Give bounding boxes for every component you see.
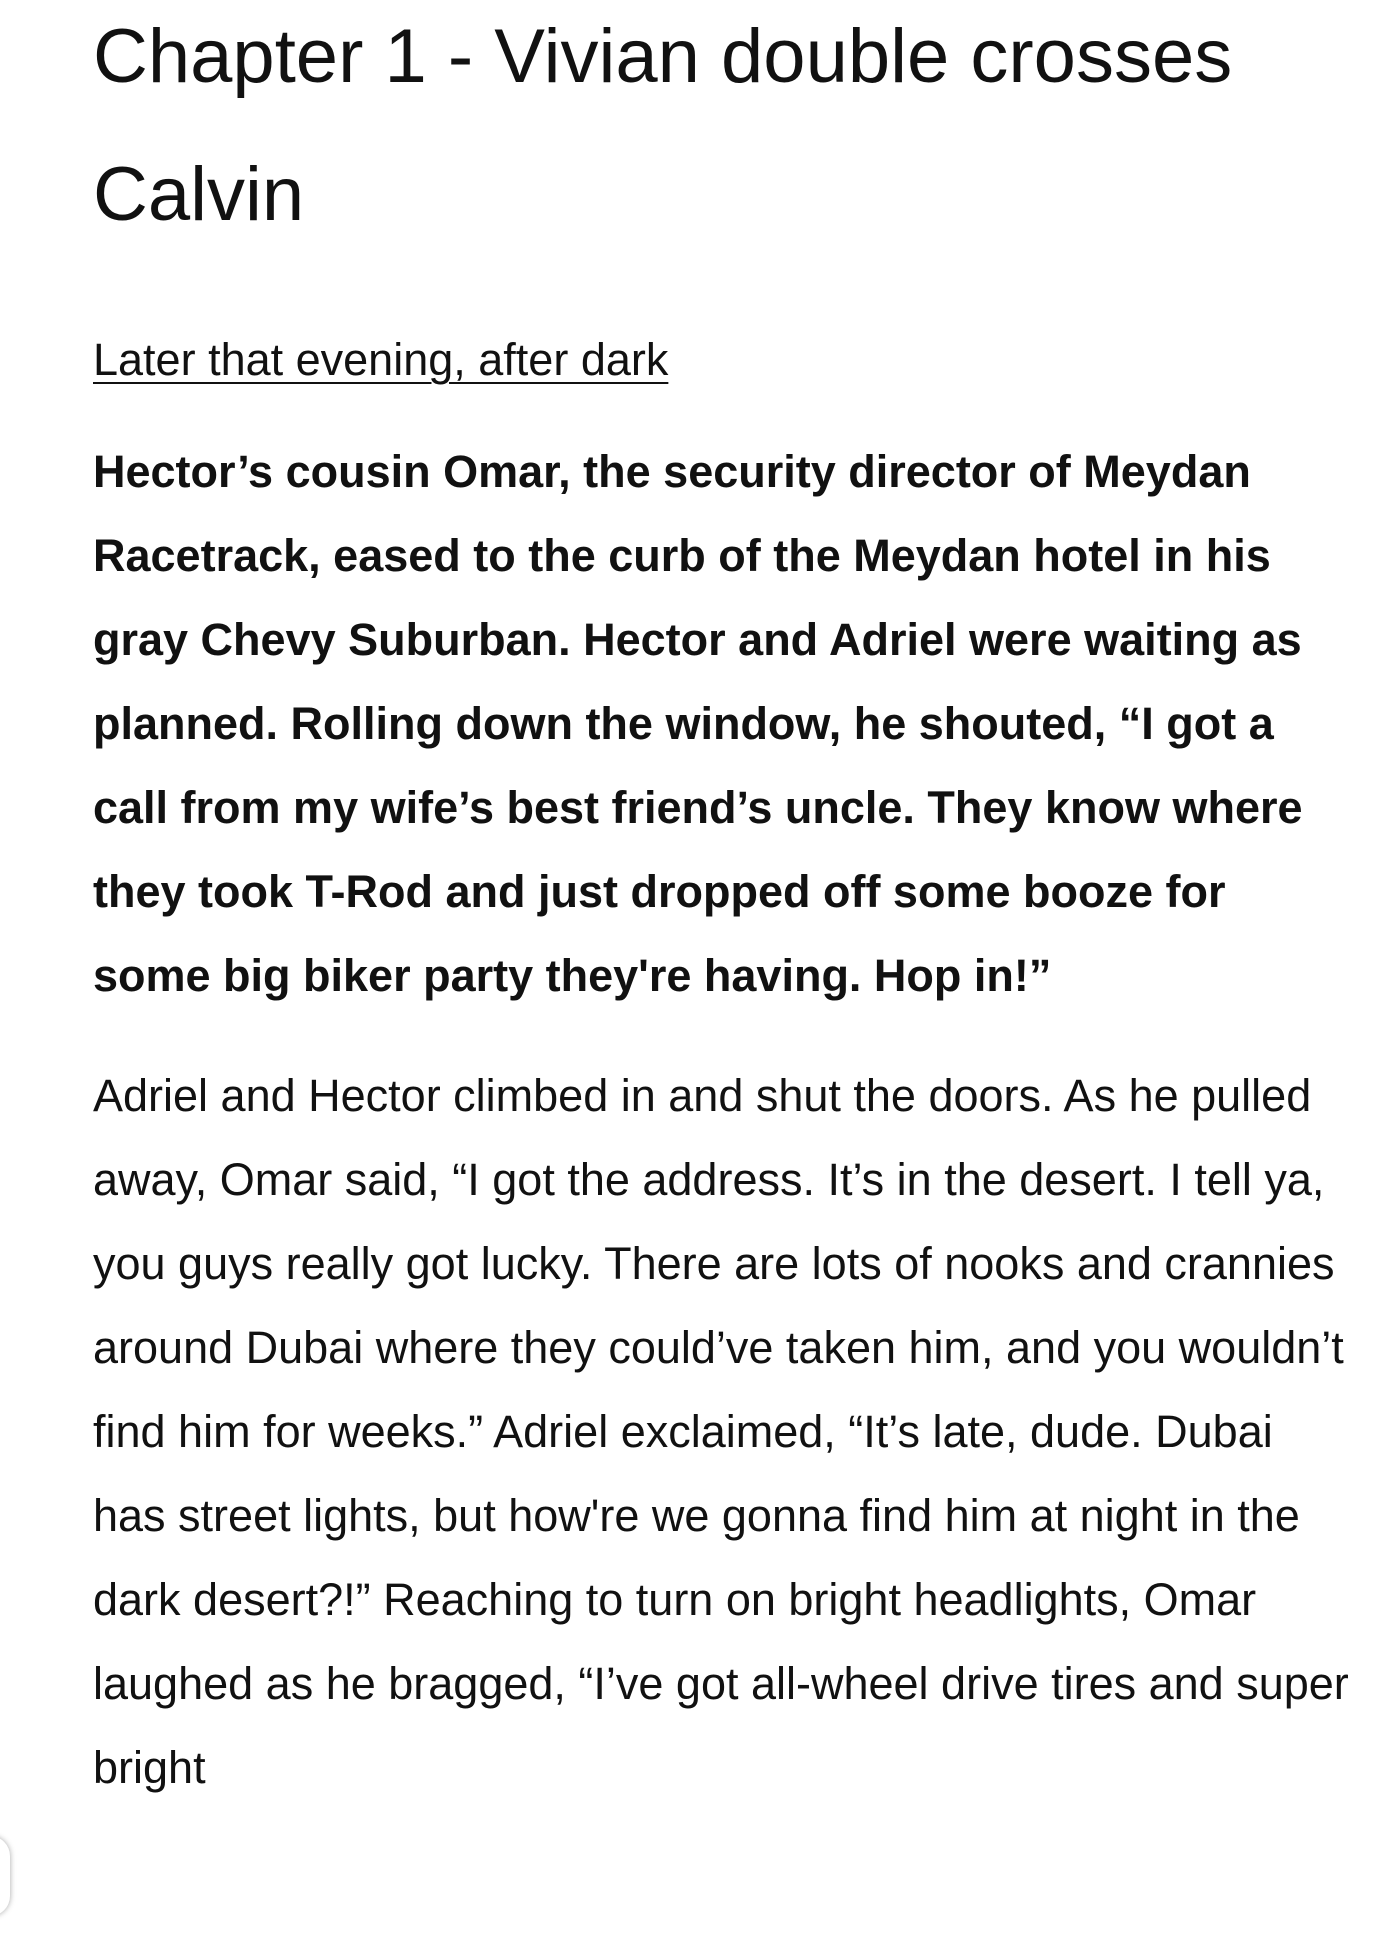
scroll-handle[interactable]: [0, 1836, 10, 1916]
document-page: [93, 0, 1353, 1810]
paragraph-2: Adriel and Hector climbed in and shut the doors. As he pulled away, Omar said, “I got the address. It’s in the desert. I tell ya, you guys really got lucky. There are lots of nooks and crannies around Dubai where they could’ve taken him, and you wouldn’t find him for weeks.” Adriel exclaimed, “It’s late, dude. Dubai has street lights, but how're we gonna find him at night in the dark desert?!” Reaching to turn on bright headlights, Omar laughed as he bragged, “I’ve got all-wheel drive tires and super bright: [93, 1070, 1349, 1793]
scene-subheading: Later that evening, after dark: [93, 334, 669, 385]
paragraph-1: Hector’s cousin Omar, the security director of Meydan Racetrack, eased to the curb of the Meydan hotel in his gray Chevy Suburban. Hector and Adriel were waiting as planned. Rolling down the window, he shouted, “I got a call from my wife’s best friend’s uncle. They know where they took T-Rod and just dropped off some booze for some big biker party they're having. Hop in!”: [93, 446, 1303, 1001]
chapter-title: Chapter 1 - Vivian double crosses Calvin: [93, 14, 1233, 237]
subheading-wrapper: [93, 264, 1353, 390]
